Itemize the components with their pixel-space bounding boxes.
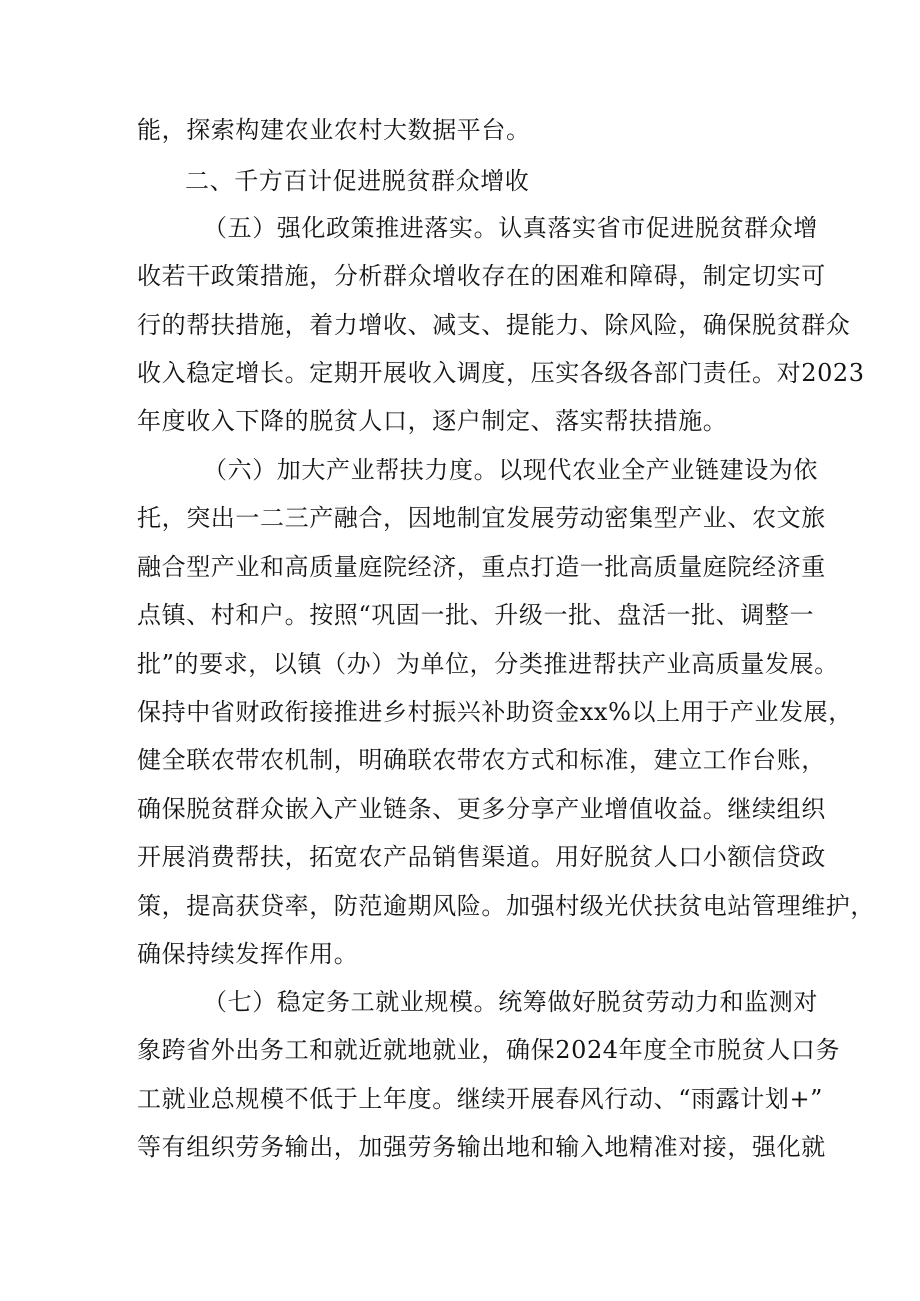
paragraph-line: 健全联农带农机制，明确联农带农方式和标准，建立工作台账， [137, 746, 826, 774]
paragraph-line: 开展消费帮扶，拓宽农产品销售渠道。用好脱贫人口小额信贷政 [137, 843, 826, 871]
paragraph-line: 策，提高获贷率，防范逾期风险。加强村级光伏扶贫电站管理维护， [137, 892, 875, 920]
paragraph-line: 工就业总规模不低于上年度。继续开展春风行动、“雨露计划+” [137, 1085, 824, 1113]
paragraph-line: 能，探索构建农业农村大数据平台。 [137, 116, 531, 144]
paragraph-line: 年度收入下降的脱贫人口，逐户制定、落实帮扶措施。 [137, 407, 728, 435]
paragraph-line: 象跨省外出务工和就近就地就业，确保2024年度全市脱贫人口务 [137, 1036, 841, 1064]
paragraph-line: 点镇、村和户。按照“巩固一批、升级一批、盘活一批、调整一 [137, 601, 815, 629]
paragraph-line: 行的帮扶措施，着力增收、减支、提能力、除风险，确保脱贫群众 [137, 311, 851, 339]
paragraph-line: 融合型产业和高质量庭院经济，重点打造一批高质量庭院经济重 [137, 553, 826, 581]
paragraph-line: 保持中省财政衔接推进乡村振兴补助资金xx%以上用于产业发展， [137, 698, 853, 726]
paragraph-line: （六）加大产业帮扶力度。以现代农业全产业链建设为依 [203, 456, 818, 484]
paragraph-line: 收入稳定增长。定期开展收入调度，压实各级各部门责任。对2023 [137, 359, 865, 387]
paragraph-line: 确保脱贫群众嵌入产业链条、更多分享产业增值收益。继续组织 [137, 795, 826, 823]
paragraph-line: 确保持续发挥作用。 [137, 940, 359, 968]
section-heading: 二、千方百计促进脱贫群众增收 [185, 167, 530, 195]
paragraph-line: （五）强化政策推进落实。认真落实省市促进脱贫群众增 [203, 214, 818, 242]
paragraph-line: 收若干政策措施，分析群众增收存在的困难和障碍，制定切实可 [137, 262, 826, 290]
paragraph-line: （七）稳定务工就业规模。统筹做好脱贫劳动力和监测对 [203, 988, 818, 1016]
paragraph-line: 批”的要求，以镇（办）为单位，分类推进帮扶产业高质量发展。 [137, 650, 839, 678]
paragraph-line: 等有组织劳务输出，加强劳务输出地和输入地精准对接，强化就 [137, 1133, 826, 1161]
paragraph-line: 托，突出一二三产融合，因地制宜发展劳动密集型产业、农文旅 [137, 504, 826, 532]
